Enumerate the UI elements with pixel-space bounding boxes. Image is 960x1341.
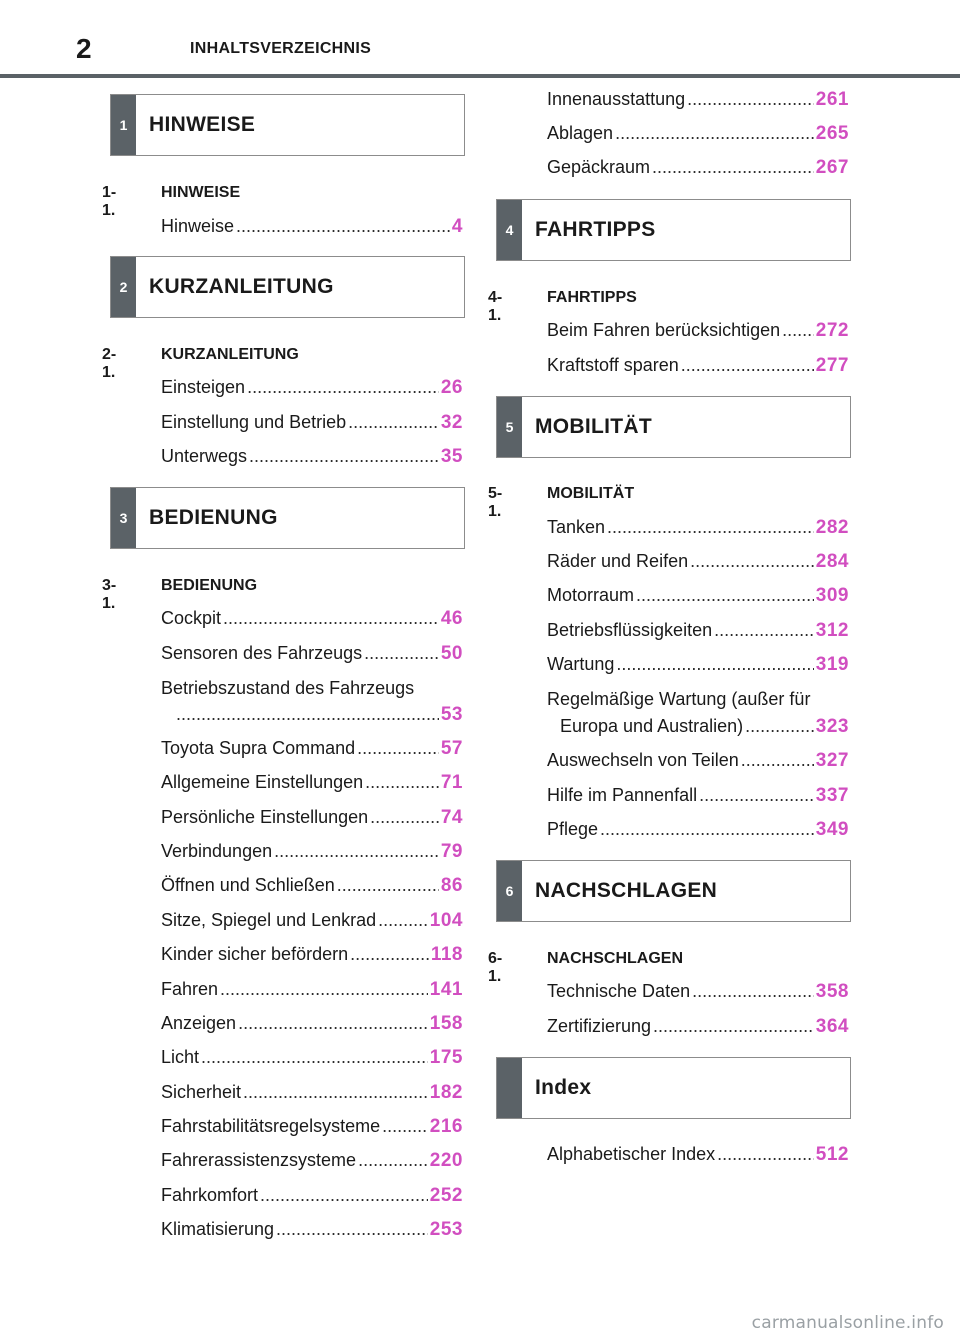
section-title: NACHSCHLAGEN [547, 950, 683, 967]
toc-entry[interactable] [161, 1013, 463, 1035]
leader-dots [378, 910, 428, 931]
section-title: FAHRTIPPS [547, 289, 637, 306]
chapter-box-hinweise[interactable] [110, 94, 465, 156]
toc-entry[interactable] [161, 875, 463, 897]
leader-dots [260, 1185, 428, 1206]
toc-entry[interactable] [161, 979, 463, 1001]
toc-entry[interactable] [161, 1219, 463, 1241]
section-title: BEDIENUNG [161, 577, 258, 594]
toc-entry[interactable] [161, 772, 463, 794]
toc-entry[interactable] [161, 807, 463, 829]
toc-entry-label: Kinder sicher befördern [161, 944, 349, 964]
toc-page-number: 364 [815, 1016, 849, 1037]
toc-page-number: 141 [429, 979, 463, 1000]
toc-page-number: 220 [429, 1150, 463, 1171]
toc-page-number: 323 [815, 716, 849, 737]
toc-page-number: 261 [815, 89, 849, 110]
chapter-number-tab [497, 1058, 522, 1118]
toc-entry[interactable] [161, 643, 463, 665]
toc-entry-label: Fahren [161, 979, 219, 999]
toc-entry-label: Beim Fahren berücksichtigen [547, 320, 781, 340]
toc-entry-label: Motorraum [547, 585, 635, 605]
toc-entry[interactable] [547, 355, 849, 377]
chapter-box-kurzanleitung[interactable] [110, 256, 465, 318]
toc-entry-label: Einstellung und Betrieb [161, 412, 347, 432]
toc-page-number: 512 [815, 1144, 849, 1165]
toc-entry[interactable] [547, 1016, 849, 1038]
toc-entry-label: Europa und Australien) [560, 716, 744, 736]
leader-dots [690, 551, 814, 572]
leader-dots [607, 517, 814, 538]
toc-page-number: 86 [440, 875, 463, 896]
toc-entry-label: Tanken [547, 517, 606, 537]
toc-page-number: 53 [440, 704, 463, 725]
leader-dots [348, 412, 439, 433]
toc-entry[interactable] [161, 608, 463, 630]
toc-page-number: 57 [440, 738, 463, 759]
leader-dots [717, 1144, 814, 1165]
toc-page-number: 46 [440, 608, 463, 629]
leader-dots [370, 807, 439, 828]
toc-page-number: 265 [815, 123, 849, 144]
toc-entry[interactable] [161, 1116, 463, 1138]
leader-dots [201, 1047, 428, 1068]
toc-page-number: 284 [815, 551, 849, 572]
toc-entry-label: Sicherheit [161, 1082, 242, 1102]
toc-entry[interactable] [547, 654, 849, 676]
toc-entry-label: Klimatisierung [161, 1219, 275, 1239]
toc-entry-label: Toyota Supra Command [161, 738, 356, 758]
toc-page-number: 272 [815, 320, 849, 341]
chapter-title: Index [535, 1076, 592, 1099]
toc-page-number: 74 [440, 807, 463, 828]
toc-entry-label: Fahrerassistenzsysteme [161, 1150, 357, 1170]
toc-entry-label-line1: Betriebszustand des Fahrzeugs [161, 678, 415, 698]
toc-page-number: 358 [815, 981, 849, 1002]
toc-entry[interactable] [161, 910, 463, 932]
toc-entry-label: Verbindungen [161, 841, 273, 861]
chapter-box-fahrtipps[interactable] [496, 199, 851, 261]
section-number: 1-1. [102, 184, 117, 219]
section-number: 3-1. [102, 577, 117, 612]
toc-entry-label: Cockpit [161, 608, 222, 628]
leader-dots [223, 608, 439, 629]
leader-dots [365, 772, 439, 793]
toc-page-number: 309 [815, 585, 849, 606]
chapter-title: MOBILITÄT [535, 415, 653, 438]
toc-entry-label: Kraftstoff sparen [547, 355, 679, 375]
toc-entry[interactable] [547, 981, 849, 1003]
toc-entry-label: Betriebsflüssigkeiten [547, 620, 713, 640]
leader-dots [615, 123, 814, 144]
leader-dots [782, 320, 814, 341]
toc-entry-label: Allgemeine Einstellungen [161, 772, 364, 792]
leader-dots [358, 1150, 428, 1171]
toc-entry[interactable] [547, 750, 849, 772]
chapter-number-tab: 4 [497, 200, 522, 260]
toc-page-number: 182 [429, 1082, 463, 1103]
toc-page-number: 175 [429, 1047, 463, 1068]
toc-page-number: 337 [815, 785, 849, 806]
toc-entry-label: Gepäckraum [547, 157, 651, 177]
leader-dots [714, 620, 814, 641]
toc-page-number: 71 [440, 772, 463, 793]
toc-entry-label: Fahrstabilitätsregelsysteme [161, 1116, 381, 1136]
toc-page-number: 79 [440, 841, 463, 862]
toc-entry-label: Alphabetischer Index [547, 1144, 716, 1164]
leader-dots [357, 738, 439, 759]
leader-dots [238, 1013, 428, 1034]
leader-dots [247, 377, 439, 398]
toc-entry[interactable] [547, 320, 849, 342]
toc-entry-label: Anzeigen [161, 1013, 237, 1033]
section-number: 6-1. [488, 950, 503, 985]
chapter-title: BEDIENUNG [149, 506, 278, 529]
toc-page-number: 312 [815, 620, 849, 641]
toc-entry[interactable] [547, 785, 849, 807]
leader-dots [382, 1116, 428, 1137]
toc-entry[interactable] [547, 819, 849, 841]
chapter-number-tab: 6 [497, 861, 522, 921]
toc-page-number: 4 [451, 216, 463, 237]
toc-page-number: 104 [429, 910, 463, 931]
toc-entry[interactable] [161, 944, 463, 966]
toc-page-number: 216 [429, 1116, 463, 1137]
chapter-title: HINWEISE [149, 113, 256, 136]
chapter-title: KURZANLEITUNG [149, 275, 334, 298]
toc-page-number: 282 [815, 517, 849, 538]
toc-page-number: 32 [440, 412, 463, 433]
header-divider [0, 74, 960, 78]
toc-entry-label: Technische Daten [547, 981, 691, 1001]
toc-entry-label: Fahrkomfort [161, 1185, 259, 1205]
leader-dots [276, 1219, 428, 1240]
leader-dots [220, 979, 428, 1000]
leader-dots [600, 819, 814, 840]
toc-entry-label: Einsteigen [161, 377, 246, 397]
leader-dots [249, 446, 439, 467]
chapter-box-mobilitaet[interactable] [496, 396, 851, 458]
toc-entry[interactable] [161, 738, 463, 760]
section-title: KURZANLEITUNG [161, 346, 299, 363]
toc-entry[interactable] [161, 1150, 463, 1172]
toc-page-number: 26 [440, 377, 463, 398]
toc-entry[interactable] [161, 841, 463, 863]
page-number: 2 [76, 33, 92, 64]
chapter-box-bedienung[interactable] [110, 487, 465, 549]
leader-dots [692, 981, 814, 1002]
page-title: INHALTSVERZEICHNIS [190, 40, 372, 57]
toc-entry[interactable] [161, 1047, 463, 1069]
toc-entry[interactable] [560, 716, 849, 738]
toc-entry-label: Licht [161, 1047, 200, 1067]
chapter-title: NACHSCHLAGEN [535, 879, 718, 902]
toc-entry-label: Räder und Reifen [547, 551, 689, 571]
toc-entry[interactable] [547, 157, 849, 179]
toc-page-number: 327 [815, 750, 849, 771]
leader-dots [687, 89, 814, 110]
toc-page-number: 118 [430, 944, 463, 965]
toc-page-number: 319 [815, 654, 849, 675]
toc-page-number: 35 [440, 446, 463, 467]
chapter-title: FAHRTIPPS [535, 218, 656, 241]
toc-entry[interactable] [161, 446, 463, 468]
toc-entry-label: Auswechseln von Teilen [547, 750, 739, 770]
toc-entry[interactable] [161, 1082, 463, 1104]
chapter-box-nachschlagen[interactable] [496, 860, 851, 922]
section-title: HINWEISE [161, 184, 241, 201]
toc-entry-label: Sensoren des Fahrzeugs [161, 643, 363, 663]
leader-dots [236, 216, 450, 237]
toc-entry[interactable] [161, 377, 463, 399]
toc-entry-label: Ablagen [547, 123, 614, 143]
toc-entry-label: Sitze, Spiegel und Lenkrad [161, 910, 377, 930]
leader-dots [653, 1016, 814, 1037]
leader-dots [636, 585, 814, 606]
chapter-number-tab: 1 [111, 95, 136, 155]
toc-entry[interactable] [161, 216, 463, 238]
chapter-number-tab: 3 [111, 488, 136, 548]
leader-dots [337, 875, 439, 896]
toc-entry-label: Persönliche Einstellungen [161, 807, 369, 827]
chapter-number-tab: 2 [111, 257, 136, 317]
leader-dots [652, 157, 814, 178]
toc-entry-label: Zertifizierung [547, 1016, 652, 1036]
toc-entry-label: Öffnen und Schließen [161, 875, 335, 895]
toc-entry[interactable] [547, 89, 849, 111]
toc-entry[interactable] [547, 585, 849, 607]
chapter-box-index[interactable] [496, 1057, 851, 1119]
toc-page-number: 267 [815, 157, 849, 178]
leader-dots [699, 785, 814, 806]
toc-entry[interactable] [161, 412, 463, 434]
toc-entry[interactable] [547, 551, 849, 573]
toc-page-number: 253 [429, 1219, 463, 1240]
leader-dots [741, 750, 814, 771]
leader-dots [745, 716, 814, 737]
section-title: MOBILITÄT [547, 485, 635, 502]
toc-page-number: 277 [815, 355, 849, 376]
leader-dots [616, 654, 813, 675]
toc-entry-label: Innenausstattung [547, 89, 686, 109]
toc-entry-label: Hinweise [161, 216, 235, 236]
leader-dots [681, 355, 814, 376]
section-number: 2-1. [102, 346, 117, 381]
chapter-number-tab: 5 [497, 397, 522, 457]
leader-dots [350, 944, 429, 965]
section-number: 4-1. [488, 289, 503, 324]
toc-entry-label: Unterwegs [161, 446, 248, 466]
toc-entry[interactable] [547, 620, 849, 642]
toc-entry-label-line1: Regelmäßige Wartung (außer für [547, 689, 811, 709]
leader-dots [274, 841, 439, 862]
watermark-text: carmanualsonline.info [751, 1313, 944, 1333]
toc-entry-label: Wartung [547, 654, 615, 674]
toc-entry[interactable] [174, 704, 463, 726]
leader-dots [176, 704, 439, 725]
toc-entry[interactable] [547, 123, 849, 145]
toc-entry-label: Hilfe im Pannenfall [547, 785, 698, 805]
page-header [0, 0, 960, 78]
toc-entry[interactable] [161, 1185, 463, 1207]
leader-dots [243, 1082, 428, 1103]
toc-page-number: 158 [429, 1013, 463, 1034]
leader-dots [364, 643, 439, 664]
section-number: 5-1. [488, 485, 503, 520]
toc-entry[interactable] [547, 1144, 849, 1166]
toc-page-number: 252 [429, 1185, 463, 1206]
toc-page-number: 349 [815, 819, 849, 840]
toc-entry[interactable] [547, 517, 849, 539]
toc-entry-label: Pflege [547, 819, 599, 839]
toc-page-number: 50 [440, 643, 463, 664]
